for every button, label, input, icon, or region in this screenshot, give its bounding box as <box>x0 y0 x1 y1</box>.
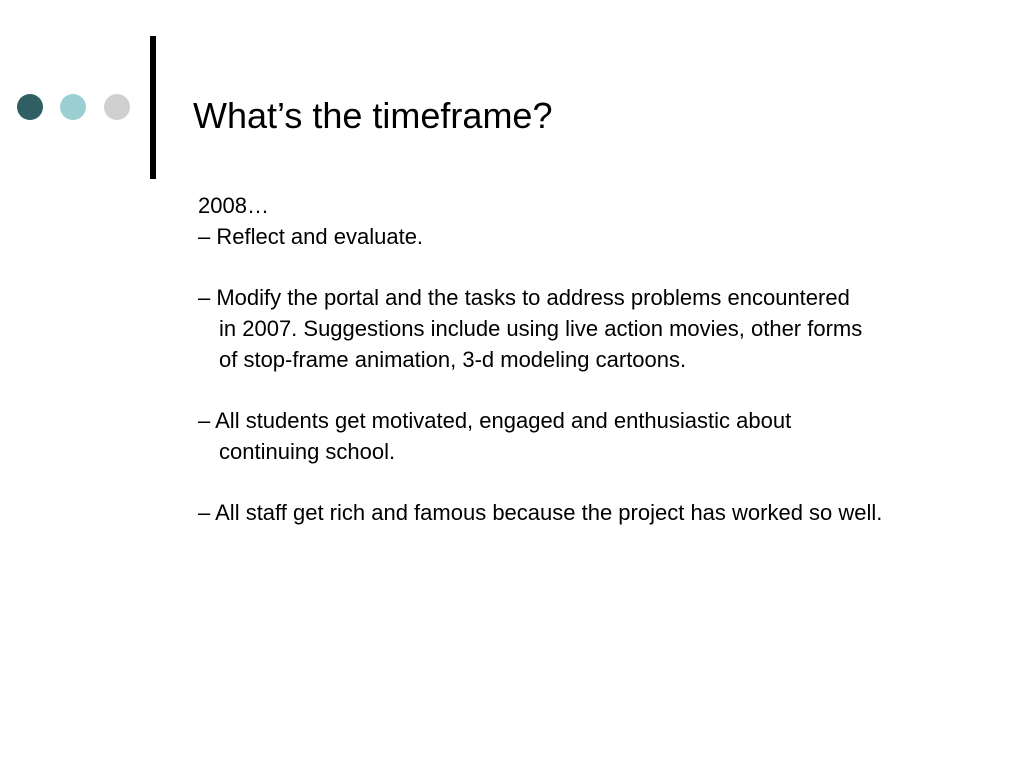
decorative-dot-dark-teal <box>17 94 43 120</box>
bullet-students <box>198 406 1008 467</box>
bullet-reflect <box>198 222 1008 253</box>
slide-body <box>198 191 1008 529</box>
bullet-line: – All students get motivated, engaged and enthusiastic about <box>198 407 792 433</box>
bullet-line: – All staff get rich and famous because the project has worked so well. <box>198 499 883 525</box>
decorative-dot-light-teal <box>60 94 86 120</box>
spacer <box>198 375 1008 406</box>
bullet-line: – Modify the portal and the tasks to address problems encountered <box>198 285 850 311</box>
bullet-line: continuing school. <box>219 438 396 464</box>
bullet-modify-portal <box>198 283 1008 375</box>
spacer <box>198 467 1008 498</box>
bullet-line: of stop-frame animation, 3-d modeling cartoons. <box>219 346 687 372</box>
bullet-line: – Reflect and evaluate. <box>198 223 424 249</box>
spacer <box>198 252 1008 283</box>
slide-title: What’s the timeframe? <box>193 95 553 136</box>
year-label: 2008… <box>198 193 269 218</box>
bullet-line: in 2007. Suggestions include using live action movies, other forms <box>219 315 863 341</box>
title-divider-rule <box>150 36 156 179</box>
decorative-dot-grey <box>104 94 130 120</box>
bullet-staff <box>198 498 1008 529</box>
